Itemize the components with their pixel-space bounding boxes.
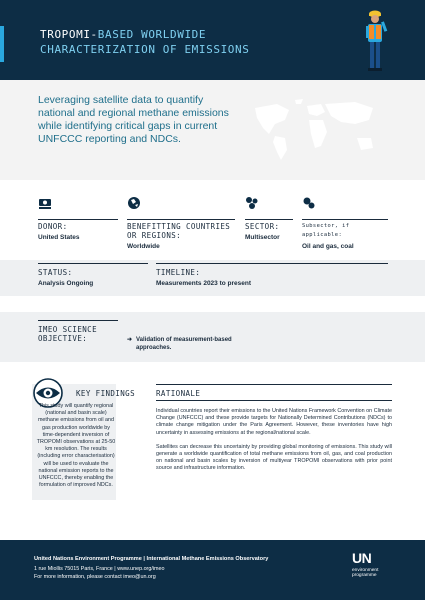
header-banner — [0, 0, 425, 80]
status-rule — [38, 263, 148, 264]
sector-rule — [245, 219, 293, 220]
sector-value: Multisector — [245, 234, 280, 241]
subsector-rule — [302, 219, 388, 220]
rationale-paragraph-2: Satellites can decrease this uncertainty by providing global monitoring of emissions. This study will generate a worldwide quantification of total methane emissions from oil, gas, and coal production on national and basin scales by inversion of multiyear TROPOMI observations with prior point source and infrastructure information. — [156, 443, 392, 472]
timeline-block — [156, 268, 388, 288]
rationale-body — [156, 408, 392, 473]
timeline-rule — [156, 263, 388, 264]
rationale-title: RATIONALE — [156, 389, 201, 398]
un-logo-sub-1: environment — [352, 568, 379, 573]
footer-address: 1 rue Miollis 75015 Paris, France | www.unep.org/imeo — [34, 566, 165, 572]
title-part-2: BASED WORLDWIDE — [97, 28, 207, 41]
subsector-icon — [302, 196, 316, 210]
benefitting-label: BENEFITTING COUNTRIES OR REGIONS: — [127, 222, 231, 240]
arrow-icon: ➜ — [127, 337, 133, 343]
un-logo-subtitle — [352, 568, 378, 578]
timeline-value: Measurements 2023 to present — [156, 280, 252, 287]
world-map-icon — [245, 94, 387, 166]
status-block — [38, 268, 148, 288]
sector-icon — [245, 196, 259, 210]
science-label: IMEO SCIENCE OBJECTIVE: — [38, 325, 97, 343]
sector-block — [245, 222, 297, 242]
page-title — [40, 27, 340, 57]
key-findings-title: KEY FINDINGS — [76, 389, 135, 398]
subsector-label: Subsector, if applicable: — [302, 223, 350, 238]
footer-contact: For more information, please contact imeo@un.org — [34, 574, 156, 580]
status-label: STATUS: — [38, 268, 73, 277]
science-block — [38, 325, 118, 343]
science-objective — [127, 336, 247, 352]
science-objective-text: Validation of measurement-based approaches. — [136, 337, 232, 351]
donor-value: United States — [38, 234, 80, 241]
intro-section — [0, 80, 425, 180]
benefitting-block — [127, 222, 235, 251]
sector-label: SECTOR: — [245, 222, 280, 231]
unep-logo — [352, 550, 392, 590]
footer-organization: United Nations Environment Programme | International Methane Emissions Observatory — [34, 556, 269, 562]
rationale-rule — [156, 384, 392, 385]
benefitting-value: Worldwide — [127, 243, 160, 250]
rationale-paragraph-1: Individual countries report their emissions to the United Nations Framework Convention on Climate Change (UNFCCC) and these provide targets for Nationally Determined Contributions (NDCs) to climate change mitigation under the Paris Agreement. However, these inventories have high uncertainty in assessing emissions at the regional/national scale. — [156, 408, 392, 436]
timeline-label: TIMELINE: — [156, 268, 201, 277]
footer — [0, 540, 425, 600]
donor-icon — [38, 196, 52, 210]
title-part-1: TROPOMI- — [40, 28, 98, 41]
un-logo-sub-2: programme — [352, 573, 377, 579]
globe-icon — [127, 196, 141, 210]
title-line-2: CHARACTERIZATION OF EMISSIONS — [40, 43, 250, 56]
subsector-value: Oil and gas, coal — [302, 243, 354, 250]
un-logo-mark: UN — [352, 550, 372, 566]
science-rule — [38, 320, 118, 321]
benefitting-rule — [127, 219, 235, 220]
status-value: Analysis Ongoing — [38, 280, 94, 287]
intro-text: Leveraging satellite data to quantify national and regional methane emissions while identifying critical gaps in current UNFCCC reporting and NDCs. — [38, 94, 229, 145]
donor-block — [38, 222, 120, 242]
donor-label: DONOR: — [38, 222, 68, 231]
rationale-rule-bottom — [156, 400, 392, 401]
worker-icon — [362, 8, 388, 74]
subsector-block — [302, 222, 392, 251]
donor-rule — [38, 219, 118, 220]
key-findings-text: This study will quantify regional (national and basin scale) methane emissions from oil and gas production worldwide by time-dependent inversion of TROPOMI observations at 25-50 km resolution. The results (including error characterisation) will be used to evaluate the national emission reports to the UNFCCC, thereby enabling the formulation of improved NDCs. — [36, 403, 116, 489]
header-accent-bar — [0, 26, 4, 62]
